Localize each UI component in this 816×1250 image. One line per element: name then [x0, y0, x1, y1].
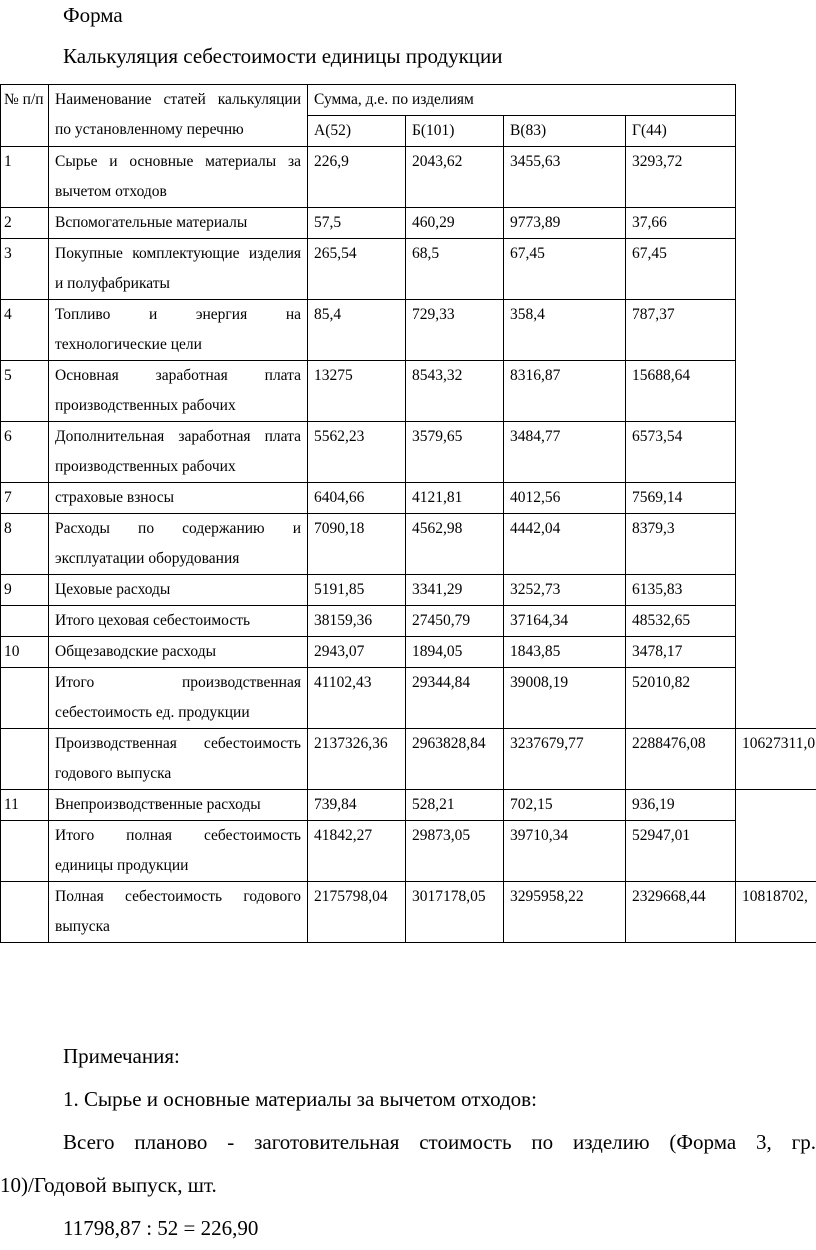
- row-total-value: [736, 300, 816, 361]
- row-value: 15688,64: [626, 361, 736, 422]
- row-value: 6404,66: [308, 483, 406, 514]
- row-value: 48532,65: [626, 606, 736, 637]
- row-value: 67,45: [626, 239, 736, 300]
- row-value: 3237679,77: [504, 729, 626, 790]
- table-row: [1, 606, 816, 637]
- row-name: Итого полная себестоимость единицы продукции: [49, 821, 308, 882]
- row-total-value: [736, 361, 816, 422]
- row-total-value: [736, 514, 816, 575]
- table-row: [1, 422, 816, 483]
- row-value: 38159,36: [308, 606, 406, 637]
- row-name: Покупные комплектующие изделия и полуфабрикаты: [49, 239, 308, 300]
- row-value: 39710,34: [504, 821, 626, 882]
- row-value: 265,54: [308, 239, 406, 300]
- notes-heading: Примечания:: [0, 1035, 816, 1078]
- row-number: [1, 606, 49, 637]
- row-value: 729,33: [406, 300, 504, 361]
- row-number: [1, 729, 49, 790]
- table-row: [1, 729, 816, 790]
- row-value: 85,4: [308, 300, 406, 361]
- row-name: Внепроизводственные расходы: [49, 790, 308, 821]
- row-value: 8543,32: [406, 361, 504, 422]
- row-name: Расходы по содержанию и эксплуатации оборудования: [49, 514, 308, 575]
- table-header-row: [1, 85, 816, 116]
- row-name: Итого производственная себестоимость ед. продукции: [49, 668, 308, 729]
- row-name: Общезаводские расходы: [49, 637, 308, 668]
- row-number: 7: [1, 483, 49, 514]
- table-row: [1, 239, 816, 300]
- row-value: 8316,87: [504, 361, 626, 422]
- row-value: 3252,73: [504, 575, 626, 606]
- costing-table: [0, 84, 816, 943]
- row-number: [1, 882, 49, 943]
- row-number: 11: [1, 790, 49, 821]
- row-total-value: [736, 821, 816, 882]
- row-value: 787,37: [626, 300, 736, 361]
- row-value: 57,5: [308, 208, 406, 239]
- row-value: 29873,05: [406, 821, 504, 882]
- row-value: 226,9: [308, 147, 406, 208]
- row-value: 4562,98: [406, 514, 504, 575]
- row-name: Сырье и основные материалы за вычетом отходов: [49, 147, 308, 208]
- row-value: 29344,84: [406, 668, 504, 729]
- row-value: 2329668,44: [626, 882, 736, 943]
- row-value: 2043,62: [406, 147, 504, 208]
- row-value: 4121,81: [406, 483, 504, 514]
- row-value: 528,21: [406, 790, 504, 821]
- row-value: 3017178,05: [406, 882, 504, 943]
- row-value: 41842,27: [308, 821, 406, 882]
- row-value: 3293,72: [626, 147, 736, 208]
- row-value: 3455,63: [504, 147, 626, 208]
- row-value: 6135,83: [626, 575, 736, 606]
- product-header: Б(101): [406, 116, 504, 147]
- row-number: 6: [1, 422, 49, 483]
- row-value: 8379,3: [626, 514, 736, 575]
- row-value: 52947,01: [626, 821, 736, 882]
- row-value: 3484,77: [504, 422, 626, 483]
- product-header: Г(44): [626, 116, 736, 147]
- row-value: 739,84: [308, 790, 406, 821]
- table-row: [1, 668, 816, 729]
- table-row: [1, 790, 816, 821]
- row-name: Вспомогательные материалы: [49, 208, 308, 239]
- row-value: 3478,17: [626, 637, 736, 668]
- row-value: 1894,05: [406, 637, 504, 668]
- row-value: 702,15: [504, 790, 626, 821]
- header-name: Наименование статей калькуляции по установленному перечню: [49, 85, 308, 147]
- row-value: 27450,79: [406, 606, 504, 637]
- row-value: 13275: [308, 361, 406, 422]
- row-name: страховые взносы: [49, 483, 308, 514]
- notes-item-1: 1. Сырье и основные материалы за вычетом отходов:: [0, 1078, 816, 1121]
- row-name: Дополнительная заработная плата производственных рабочих: [49, 422, 308, 483]
- row-number: 4: [1, 300, 49, 361]
- row-total-value: [736, 239, 816, 300]
- header-no: № п/п: [1, 85, 49, 147]
- row-total-value: [736, 637, 816, 668]
- notes-section: [0, 1035, 816, 1250]
- row-name: Цеховые расходы: [49, 575, 308, 606]
- row-number: 9: [1, 575, 49, 606]
- row-total-value: [736, 147, 816, 208]
- row-value: 5562,23: [308, 422, 406, 483]
- row-value: 2943,07: [308, 637, 406, 668]
- row-value: 2175798,04: [308, 882, 406, 943]
- table-row: [1, 483, 816, 514]
- row-number: 1: [1, 147, 49, 208]
- row-total-value: [736, 790, 816, 821]
- row-number: 3: [1, 239, 49, 300]
- row-total-value: [736, 668, 816, 729]
- row-total-value: [736, 575, 816, 606]
- row-total-value: 10627311,0: [736, 729, 816, 790]
- row-total-value: [736, 606, 816, 637]
- row-total-value: [736, 422, 816, 483]
- row-value: 41102,43: [308, 668, 406, 729]
- form-label: Форма: [63, 0, 123, 30]
- row-value: 3579,65: [406, 422, 504, 483]
- row-value: 7090,18: [308, 514, 406, 575]
- table-row: [1, 637, 816, 668]
- product-header: А(52): [308, 116, 406, 147]
- document-title: Калькуляция себестоимости единицы продукции: [63, 41, 502, 71]
- header-spacer: [736, 85, 816, 116]
- row-value: 37164,34: [504, 606, 626, 637]
- header-sum: Сумма, д.е. по изделиям: [308, 85, 736, 116]
- row-value: 2288476,08: [626, 729, 736, 790]
- row-name: Полная себестоимость годового выпуска: [49, 882, 308, 943]
- row-value: 1843,85: [504, 637, 626, 668]
- row-value: 4012,56: [504, 483, 626, 514]
- table-row: [1, 821, 816, 882]
- row-number: 5: [1, 361, 49, 422]
- formula-line-1: Всего планово - заготовительная стоимость по изделию (Форма 3, гр.: [0, 1121, 816, 1164]
- table-row: [1, 147, 816, 208]
- row-name: Итого цеховая себестоимость: [49, 606, 308, 637]
- row-value: 67,45: [504, 239, 626, 300]
- row-value: 68,5: [406, 239, 504, 300]
- row-value: 52010,82: [626, 668, 736, 729]
- row-value: 39008,19: [504, 668, 626, 729]
- row-value: 2963828,84: [406, 729, 504, 790]
- row-number: [1, 668, 49, 729]
- row-name: Топливо и энергия на технологические цели: [49, 300, 308, 361]
- row-name: Производственная себестоимость годового выпуска: [49, 729, 308, 790]
- row-total-value: [736, 483, 816, 514]
- row-number: 2: [1, 208, 49, 239]
- row-name: Основная заработная плата производственных рабочих: [49, 361, 308, 422]
- row-number: [1, 821, 49, 882]
- table-row: [1, 575, 816, 606]
- row-value: 9773,89: [504, 208, 626, 239]
- row-value: 6573,54: [626, 422, 736, 483]
- row-value: 358,4: [504, 300, 626, 361]
- row-total-value: [736, 208, 816, 239]
- row-value: 2137326,36: [308, 729, 406, 790]
- formula-line-2: 10)/Годовой выпуск, шт.: [0, 1164, 816, 1207]
- row-value: 936,19: [626, 790, 736, 821]
- table-row: [1, 208, 816, 239]
- row-total-value: 10818702,: [736, 882, 816, 943]
- row-number: 8: [1, 514, 49, 575]
- calculation-line: 11798,87 : 52 = 226,90: [0, 1207, 816, 1250]
- row-value: 3341,29: [406, 575, 504, 606]
- table-row: [1, 882, 816, 943]
- row-value: 37,66: [626, 208, 736, 239]
- table-row: [1, 361, 816, 422]
- header-spacer: [736, 116, 816, 147]
- table-row: [1, 300, 816, 361]
- product-header: В(83): [504, 116, 626, 147]
- row-value: 460,29: [406, 208, 504, 239]
- table-row: [1, 514, 816, 575]
- row-value: 4442,04: [504, 514, 626, 575]
- row-value: 5191,85: [308, 575, 406, 606]
- row-value: 3295958,22: [504, 882, 626, 943]
- row-value: 7569,14: [626, 483, 736, 514]
- row-number: 10: [1, 637, 49, 668]
